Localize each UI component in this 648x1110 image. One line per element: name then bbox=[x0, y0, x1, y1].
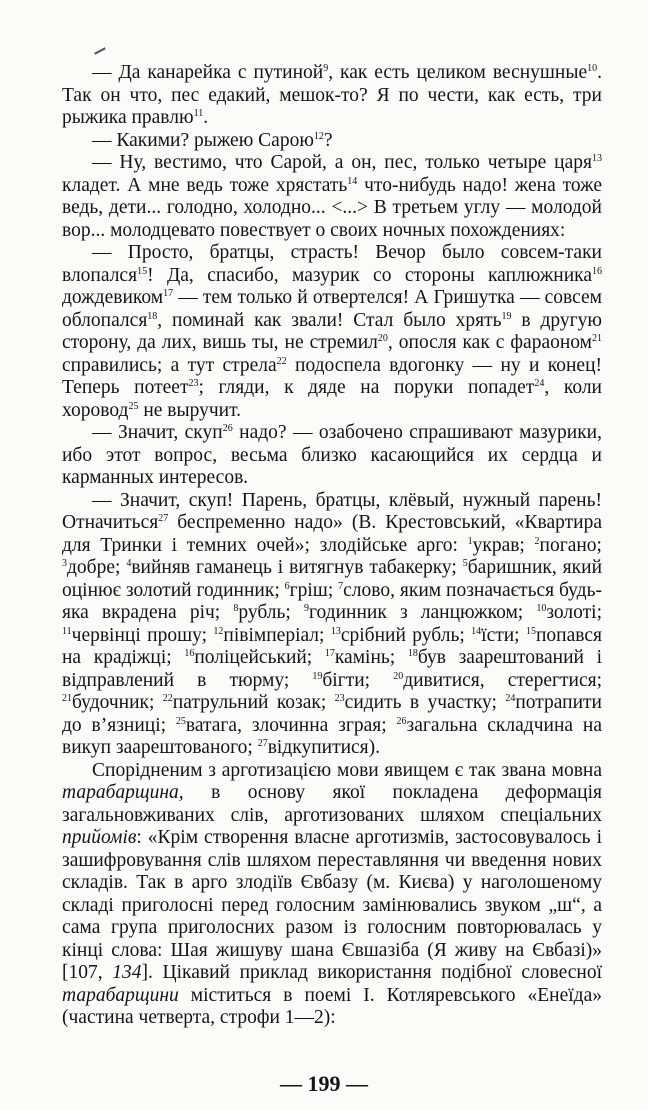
text-run: , как есть целиком веснушные bbox=[328, 62, 588, 83]
footnote-ref: 10 bbox=[587, 63, 598, 74]
footnote-ref: 14 bbox=[347, 175, 358, 187]
text-run: надо? — озабочено спрашивают мазурики, ибо этот вопрос, весьма близко касающийся их сердца и карманных интересов. bbox=[62, 422, 602, 488]
gloss-text: дивитися, стерегтися; bbox=[403, 669, 602, 691]
gloss-text: добре; bbox=[67, 557, 127, 578]
gloss-number: 2 bbox=[534, 535, 540, 547]
footnote-ref: 25 bbox=[128, 400, 139, 412]
gloss-number: 4 bbox=[126, 558, 132, 569]
gloss-text: баришник, який оцінює золотий годинник; bbox=[62, 557, 602, 601]
gloss-text: бігти; bbox=[322, 669, 394, 691]
text-run: подоспела вдогонку — ну и конец! Теперь потеет bbox=[62, 354, 602, 398]
text-run: не выручит. bbox=[138, 399, 242, 421]
text-run: , опосля как с фараоном bbox=[387, 332, 592, 353]
footnote-ref: 21 bbox=[592, 333, 602, 344]
paragraph-1 bbox=[62, 62, 602, 130]
page-number: — 199 — bbox=[280, 1071, 368, 1096]
text-run: . Так он что, пес едакий, мешок-то? Я по чести, как есть, три рыжика правлю bbox=[62, 62, 602, 128]
text-run: в другую сторону, да лих, вишь ты, не стремил bbox=[62, 309, 602, 353]
gloss-number: 25 bbox=[175, 715, 186, 727]
gloss-number: 20 bbox=[393, 670, 404, 682]
gloss-number: 15 bbox=[526, 625, 536, 637]
gloss-text: їсти; bbox=[481, 624, 526, 646]
footnote-ref: 19 bbox=[501, 310, 512, 322]
gloss-number: 7 bbox=[338, 580, 344, 592]
text-run: что-нибудь надо! жена тоже ведь, дети... голодно, холодно... <...> В третьем углу — молодой вор... молодцевато повествует о своих ночных похождениях: bbox=[62, 174, 602, 241]
gloss-text: срібний рубль; bbox=[340, 624, 472, 646]
text-run: — Просто, братцы, страсть! Вечор было совсем-таки влопался bbox=[62, 242, 602, 286]
footnote-ref: 20 bbox=[377, 333, 388, 344]
paragraph-6 bbox=[62, 490, 602, 760]
text-run: дождевиком bbox=[62, 287, 164, 308]
gloss-text: загальна складчина на викуп заарештованого; bbox=[62, 714, 603, 758]
gloss-number: 5 bbox=[462, 558, 468, 569]
gloss-text: слово, яким позначається будь-яка вкрадена річ; bbox=[62, 579, 602, 623]
paragraph-4 bbox=[62, 242, 602, 422]
footnote-ref: 27 bbox=[158, 513, 169, 524]
gloss-text: годинник з ланцюжком; bbox=[308, 602, 537, 623]
italic-page-ref: 134 bbox=[112, 962, 142, 983]
gloss-text: золоті; bbox=[546, 602, 603, 623]
gloss-text: камінь; bbox=[334, 647, 408, 668]
gloss-text: погано; bbox=[539, 534, 602, 556]
gloss-number: 3 bbox=[62, 558, 67, 569]
gloss-text: будочник; bbox=[72, 692, 163, 713]
text-run: кладет. А мне ведь тоже хрястать bbox=[62, 174, 348, 196]
gloss-number: 27 bbox=[257, 738, 268, 749]
text-run: : «Крім створення власне арготизмів, застосовувалось і зашифровування слів шляхом переставляння чи введення нових складів. Так в арго злодіїв Євбазу (м. Києва) у наголошеному складі приголосні перед голосним замінювались звуком „ш“, а сама група приголосних разом із голосним повторювалась у кінці слова: Шая жишуву шана Євшазіба (Я живу на Євбазі)» [107, bbox=[62, 827, 602, 983]
gloss-number: 8 bbox=[233, 603, 239, 614]
paragraph-2 bbox=[62, 130, 602, 153]
text-run: справились; а тут стрела bbox=[62, 354, 277, 376]
text-run: ? bbox=[323, 129, 333, 151]
gloss-text: гріш; bbox=[289, 579, 339, 601]
paragraph-7 bbox=[62, 760, 602, 1030]
italic-term: тарабарщина, bbox=[62, 782, 184, 803]
gloss-text: відкупитися). bbox=[267, 737, 381, 758]
gloss-text: потрапити до в’язниці; bbox=[62, 692, 602, 736]
gloss-number: 18 bbox=[407, 648, 418, 659]
footnote-ref: 13 bbox=[592, 153, 602, 164]
gloss-number: 10 bbox=[536, 603, 547, 614]
text-run: міститься в поемі І. Котляревського «Енеїда» (частина четверта, строфи 1—2): bbox=[62, 984, 602, 1028]
body-text bbox=[62, 62, 602, 1030]
footnote-ref: 26 bbox=[222, 423, 233, 434]
gloss-number: 9 bbox=[303, 603, 309, 614]
footnote-ref: 18 bbox=[147, 310, 158, 322]
gloss-text: сидить в участку; bbox=[344, 692, 506, 713]
text-run: ; гляди, к дяде на поруки попадет bbox=[198, 377, 535, 398]
gloss-text: ватага, злочинна зграя; bbox=[185, 714, 397, 736]
footnote-ref: 16 bbox=[592, 265, 602, 277]
footnote-ref: 12 bbox=[313, 130, 324, 142]
gloss-number: 11 bbox=[62, 625, 72, 637]
footnote-ref: 22 bbox=[276, 355, 287, 367]
gloss-number: 24 bbox=[505, 693, 516, 704]
footnote-ref: 11 bbox=[193, 108, 204, 119]
gloss-number: 16 bbox=[184, 648, 195, 659]
pencil-mark bbox=[94, 47, 106, 54]
gloss-number: 19 bbox=[312, 670, 323, 682]
gloss-text: попався на крадіжці; bbox=[62, 624, 602, 668]
text-run: — тем только й отвертелся! А Гришутка — совсем облопался bbox=[62, 287, 602, 331]
text-run: — Значит, скуп! Парень, братцы, клёвый, нужный парень! Отначиться bbox=[62, 489, 602, 533]
gloss-text: патрульний козак; bbox=[172, 692, 335, 713]
gloss-number: 21 bbox=[62, 693, 72, 704]
gloss-number: 22 bbox=[162, 693, 173, 704]
gloss-text: рубль; bbox=[238, 602, 304, 623]
text-run: — Значит, скуп bbox=[92, 422, 223, 443]
gloss-text: був заарештований і відправлений в тюрму; bbox=[62, 647, 602, 691]
text-run: , поминай как звали! Стал было хрять bbox=[157, 309, 502, 331]
gloss-text: півімперіал; bbox=[223, 624, 331, 646]
text-run: в основу якої покладена деформація загальновживаних слів, арготизованих шляхом спеціальних bbox=[62, 782, 602, 826]
gloss-number: 26 bbox=[396, 715, 407, 727]
gloss-text: вийняв гаманець і витягнув табакерку; bbox=[131, 557, 463, 578]
text-run: — Да канарейка с путиной bbox=[92, 62, 324, 83]
text-run: ! Да, спасибо, мазурик со стороны каплюжника bbox=[147, 264, 592, 286]
gloss-text: украв; bbox=[472, 534, 535, 556]
paragraph-3 bbox=[62, 152, 602, 242]
gloss-text: червінці прошу; bbox=[71, 624, 214, 646]
gloss-text: поліцейський; bbox=[194, 647, 325, 668]
text-run: Спорідненим з арготизацією мови явищем є так звана мовна bbox=[92, 759, 602, 781]
gloss-number: 6 bbox=[284, 580, 290, 592]
text-run: ]. Цікавий приклад використання подібної словесної bbox=[141, 962, 602, 983]
gloss-number: 12 bbox=[213, 625, 224, 637]
footnote-ref: 17 bbox=[163, 288, 174, 299]
italic-term: прийомів bbox=[62, 827, 137, 848]
gloss-number: 13 bbox=[330, 625, 341, 637]
gloss-number: 14 bbox=[471, 625, 482, 637]
italic-term: тарабарщини bbox=[62, 984, 179, 1006]
text-run: — Какими? рыжею Сарою bbox=[92, 129, 314, 151]
gloss-number: 23 bbox=[334, 693, 345, 704]
text-run: беспременно надо» (В. Крестовський, «Квартира для Тринки і темних очей»; злодійське арго: bbox=[62, 512, 602, 556]
footnote-ref: 23 bbox=[188, 378, 199, 389]
text-run: , коли хоровод bbox=[62, 377, 602, 421]
footnote-ref: 9 bbox=[323, 63, 329, 74]
footnote-ref: 15 bbox=[137, 265, 148, 277]
text-run: . bbox=[203, 107, 209, 128]
gloss-number: 1 bbox=[467, 535, 473, 547]
paragraph-5 bbox=[62, 422, 602, 490]
text-run: — Ну, вестимо, что Сарой, а он, пес, только четыре царя bbox=[92, 152, 592, 173]
gloss-number: 17 bbox=[324, 648, 335, 659]
footnote-ref: 24 bbox=[534, 378, 545, 389]
